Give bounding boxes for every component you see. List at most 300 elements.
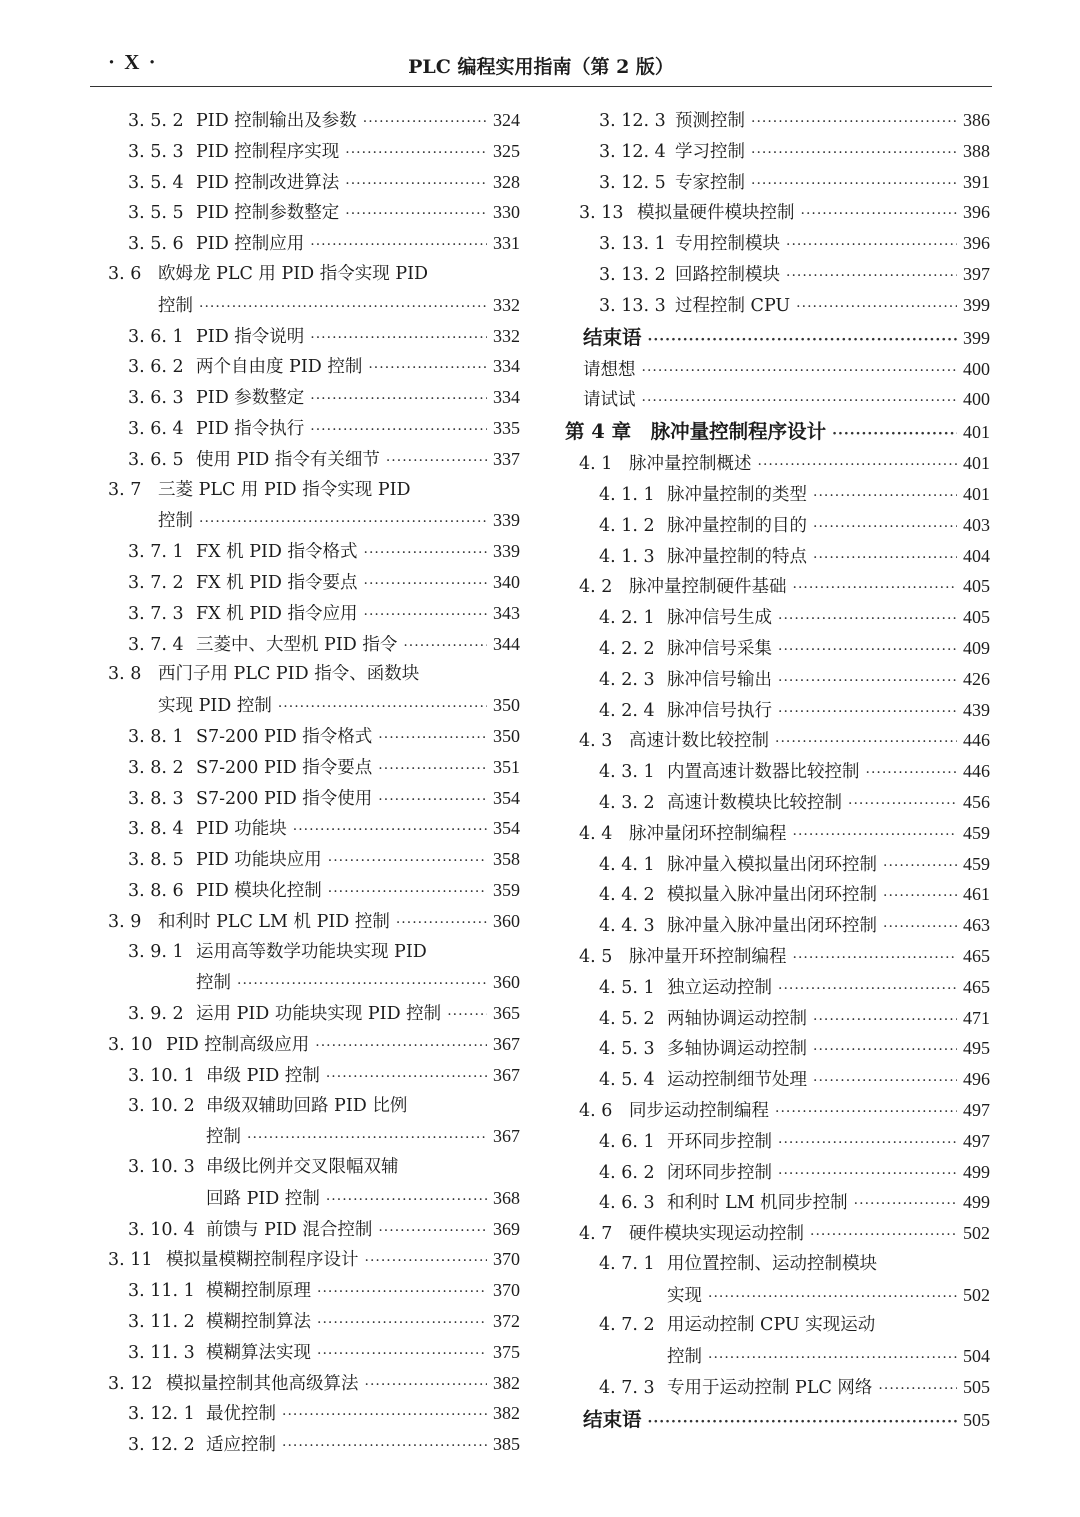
toc-entry[interactable] <box>565 787 990 818</box>
dot-leader <box>310 230 487 261</box>
page-ref: 461 <box>963 884 990 905</box>
section-number: 3. 11. 2 <box>128 1312 195 1333</box>
dot-leader <box>282 1400 487 1431</box>
section-number: 3. 12. 2 <box>128 1435 195 1456</box>
entry-title: 脉冲量入脉冲量出闭环控制 <box>667 916 877 937</box>
page-ref: 367 <box>493 1064 520 1085</box>
section-number: 3. 7. 2 <box>128 572 184 593</box>
toc-section[interactable] <box>565 941 990 972</box>
toc-entry[interactable] <box>100 783 520 814</box>
dot-leader <box>365 1370 488 1401</box>
toc-closing-remarks[interactable] <box>565 321 990 354</box>
toc-entry[interactable] <box>100 998 520 1029</box>
toc-section-cont[interactable] <box>100 505 520 536</box>
section-number: 3. 6. 2 <box>128 357 184 378</box>
dot-leader <box>878 1374 957 1405</box>
page-ref: 335 <box>493 417 520 438</box>
toc-entry[interactable] <box>565 633 990 664</box>
toc-entry-cont[interactable] <box>565 1280 990 1311</box>
entry-title: 请想想 <box>583 359 636 380</box>
dot-leader <box>751 107 957 138</box>
entry-title: 回路 PID 控制 <box>206 1188 320 1209</box>
section-number: 3. 12. 4 <box>599 141 666 162</box>
dot-leader <box>364 538 487 569</box>
toc-entry[interactable] <box>100 598 520 629</box>
dot-leader <box>778 1128 957 1159</box>
dot-leader <box>813 481 957 512</box>
toc-entry[interactable] <box>565 105 990 136</box>
toc-entry[interactable] <box>100 1275 520 1306</box>
entry-title: 用运动控制 CPU 实现运动 <box>667 1315 876 1336</box>
toc-entry[interactable] <box>100 136 520 167</box>
page-ref: 370 <box>493 1280 520 1301</box>
toc-entry[interactable] <box>100 1060 520 1091</box>
entry-title: S7-200 PID 指令格式 <box>196 726 373 747</box>
toc-entry[interactable] <box>565 510 990 541</box>
entry-title: 请试试 <box>583 390 636 411</box>
page-ref: 471 <box>963 1007 990 1028</box>
entry-title: 模拟量模糊控制程序设计 <box>166 1250 359 1271</box>
page-ref: 463 <box>963 915 990 936</box>
section-number: 4. 6. 3 <box>599 1193 655 1214</box>
dot-leader <box>345 138 487 169</box>
dot-leader <box>758 450 958 481</box>
toc-section[interactable] <box>100 1368 520 1399</box>
toc-entry[interactable] <box>565 1003 990 1034</box>
page-ref: 382 <box>493 1403 520 1424</box>
section-number: 4. 6 <box>579 1100 613 1121</box>
section-number: 4. 7. 2 <box>599 1315 655 1336</box>
section-number: 4. 2. 4 <box>599 700 655 721</box>
entry-title: 前馈与 PID 混合控制 <box>206 1219 373 1240</box>
toc-closing-remarks[interactable] <box>565 1403 990 1436</box>
dot-leader <box>317 1339 487 1370</box>
page-ref: 404 <box>963 545 990 566</box>
toc-entry[interactable] <box>100 413 520 444</box>
entry-title: 脉冲信号生成 <box>667 608 772 629</box>
section-number: 3. 13. 2 <box>599 264 666 285</box>
entry-title: PID 指令说明 <box>196 326 305 347</box>
dot-leader <box>396 908 487 939</box>
dot-leader <box>199 507 487 538</box>
entry-title: 过程控制 CPU <box>675 295 791 316</box>
entry-title: 结束语 <box>583 1407 642 1431</box>
toc-entry[interactable] <box>100 105 520 136</box>
entry-title: S7-200 PID 指令使用 <box>196 788 373 809</box>
entry-title: 两个自由度 PID 控制 <box>196 357 363 378</box>
section-number: 3. 11. 3 <box>128 1342 195 1363</box>
toc-section[interactable] <box>565 197 990 228</box>
toc-chapter[interactable] <box>565 415 990 448</box>
page-ref: 382 <box>493 1372 520 1393</box>
section-number: 4. 1. 3 <box>599 546 655 567</box>
dot-leader <box>854 1189 957 1220</box>
toc-entry[interactable] <box>100 321 520 352</box>
entry-title: PID 参数整定 <box>196 388 305 409</box>
page-ref: 446 <box>963 761 990 782</box>
entry-title: PID 指令执行 <box>196 418 305 439</box>
section-number: 3. 12. 5 <box>599 172 666 193</box>
entry-title: 三菱 PLC 用 PID 指令实现 PID <box>158 479 411 500</box>
dot-leader <box>813 1066 957 1097</box>
section-number: 4. 5. 3 <box>599 1039 655 1060</box>
toc-section[interactable] <box>565 448 990 479</box>
section-number: 4. 5. 2 <box>599 1008 655 1029</box>
entry-title: 欧姆龙 PLC 用 PID 指令实现 PID <box>158 263 429 284</box>
dot-leader <box>310 384 487 415</box>
section-number: 3. 10. 3 <box>128 1157 195 1178</box>
section-number: 3. 12. 1 <box>128 1404 195 1425</box>
dot-leader <box>326 1062 487 1093</box>
entry-title: 模拟量入脉冲量出闭环控制 <box>667 885 877 906</box>
dot-leader <box>642 386 958 417</box>
section-number: 3. 8. 4 <box>128 819 184 840</box>
toc-left-column <box>100 105 520 1460</box>
dot-leader <box>813 543 957 574</box>
toc-entry[interactable] <box>565 136 990 167</box>
toc-entry[interactable] <box>565 1157 990 1188</box>
dot-leader <box>778 604 957 635</box>
dot-leader <box>778 1159 957 1190</box>
toc-entry[interactable] <box>100 351 520 382</box>
page-ref: 339 <box>493 510 520 531</box>
dot-leader <box>378 1216 487 1247</box>
section-number: 3. 6. 5 <box>128 449 184 470</box>
toc-section-cont[interactable] <box>100 290 520 321</box>
toc-entry[interactable] <box>565 602 990 633</box>
section-number: 3. 7. 3 <box>128 603 184 624</box>
dot-leader <box>810 1220 957 1251</box>
toc-entry[interactable] <box>565 1249 990 1280</box>
toc-entry[interactable] <box>100 382 520 413</box>
page-ref: 369 <box>493 1218 520 1239</box>
toc-entry[interactable] <box>565 910 990 941</box>
section-number: 4. 7. 3 <box>599 1378 655 1399</box>
dot-leader <box>793 943 958 974</box>
entry-title: 脉冲信号输出 <box>667 669 772 690</box>
entry-title: PID 功能块应用 <box>196 850 322 871</box>
page-ref: 456 <box>963 791 990 812</box>
entry-title: 运用高等数学功能块实现 PID <box>196 941 427 962</box>
dot-leader <box>247 1123 487 1154</box>
toc-entry[interactable] <box>565 167 990 198</box>
page-ref: 401 <box>963 483 990 504</box>
page-ref: 465 <box>963 945 990 966</box>
section-number: 4. 4 <box>579 823 613 844</box>
entry-title: 脉冲量控制概述 <box>629 454 752 475</box>
section-number: 4. 4. 2 <box>599 885 655 906</box>
page-ref: 499 <box>963 1192 990 1213</box>
dot-leader <box>317 1277 487 1308</box>
section-number: 3. 7. 1 <box>128 542 184 563</box>
dot-leader <box>786 230 957 261</box>
toc-entry[interactable] <box>565 354 990 385</box>
page-ref: 495 <box>963 1038 990 1059</box>
section-number: 3. 13. 3 <box>599 295 666 316</box>
toc-section[interactable] <box>565 818 990 849</box>
toc-section[interactable] <box>100 1029 520 1060</box>
page-ref: 372 <box>493 1311 520 1332</box>
page-ref: 397 <box>963 263 990 284</box>
toc-entry-cont[interactable] <box>100 1121 520 1152</box>
page-ref: 332 <box>493 294 520 315</box>
entry-title: 结束语 <box>583 325 642 349</box>
section-number: 3. 10. 4 <box>128 1219 195 1240</box>
page-ref: 497 <box>963 1099 990 1120</box>
toc-entry[interactable] <box>100 1398 520 1429</box>
dot-leader <box>751 138 957 169</box>
toc-entry[interactable] <box>565 384 990 415</box>
dot-leader <box>282 1431 487 1462</box>
entry-title: 专用控制模块 <box>675 234 780 255</box>
toc-section[interactable] <box>100 659 520 690</box>
entry-title: 脉冲量控制硬件基础 <box>629 577 787 598</box>
section-number: 4. 7. 1 <box>599 1253 655 1274</box>
toc-section[interactable] <box>565 725 990 756</box>
section-number: 3. 5. 3 <box>128 141 184 162</box>
section-number: 4. 1. 2 <box>599 515 655 536</box>
dot-leader <box>813 512 957 543</box>
section-number: 4. 6. 2 <box>599 1162 655 1183</box>
toc-entry[interactable] <box>100 167 520 198</box>
toc-entry[interactable] <box>100 1429 520 1460</box>
page-ref: 359 <box>493 879 520 900</box>
dot-leader <box>378 754 487 785</box>
section-number: 4. 3. 2 <box>599 792 655 813</box>
section-number: 3. 9 <box>108 911 142 932</box>
section-number: 3. 6. 3 <box>128 388 184 409</box>
toc-entry[interactable] <box>100 937 520 968</box>
section-number: 3. 9. 1 <box>128 941 184 962</box>
page-ref: 360 <box>493 910 520 931</box>
entry-title: 实现 PID 控制 <box>158 696 272 717</box>
dot-leader <box>386 446 487 477</box>
entry-title: 闭环同步控制 <box>667 1162 772 1183</box>
section-number: 3. 13 <box>579 203 624 224</box>
toc-entry[interactable] <box>565 479 990 510</box>
dot-leader <box>708 1343 957 1374</box>
toc-entry[interactable] <box>100 1152 520 1183</box>
page-ref: 396 <box>963 202 990 223</box>
entry-title: 和利时 PLC LM 机 PID 控制 <box>158 911 390 932</box>
page-ref: 354 <box>493 818 520 839</box>
toc-entry[interactable] <box>565 228 990 259</box>
toc-entry[interactable] <box>565 756 990 787</box>
page-ref: 400 <box>963 389 990 410</box>
dot-leader <box>775 1097 957 1128</box>
page-ref: 504 <box>963 1346 990 1367</box>
page-header <box>90 50 992 87</box>
toc-entry[interactable] <box>100 444 520 475</box>
toc-entry[interactable] <box>100 629 520 660</box>
page-ref: 409 <box>963 637 990 658</box>
entry-title: PID 功能块 <box>196 819 287 840</box>
toc-entry[interactable] <box>565 1126 990 1157</box>
toc-section[interactable] <box>565 571 990 602</box>
entry-title: 用位置控制、运动控制模块 <box>667 1253 877 1274</box>
page-ref: 367 <box>493 1033 520 1054</box>
toc-section[interactable] <box>100 906 520 937</box>
page-ref: 459 <box>963 853 990 874</box>
dot-leader <box>883 851 957 882</box>
section-number: 3. 5. 6 <box>128 234 184 255</box>
section-number: 3. 8. 3 <box>128 788 184 809</box>
toc-entry[interactable] <box>100 1337 520 1368</box>
toc-section[interactable] <box>565 1095 990 1126</box>
toc-entry[interactable] <box>100 1091 520 1122</box>
toc-entry[interactable] <box>565 259 990 290</box>
page-ref: 325 <box>493 140 520 161</box>
entry-title: PID 模块化控制 <box>196 880 322 901</box>
entry-title: 模拟量控制其他高级算法 <box>166 1373 359 1394</box>
toc-entry[interactable] <box>100 813 520 844</box>
toc-section-cont[interactable] <box>100 690 520 721</box>
entry-title: S7-200 PID 指令要点 <box>196 757 373 778</box>
toc-right-column <box>565 105 990 1436</box>
entry-title: 学习控制 <box>675 141 745 162</box>
page-ref: 405 <box>963 576 990 597</box>
toc-entry[interactable] <box>100 567 520 598</box>
toc-entry[interactable] <box>565 1033 990 1064</box>
entry-title: 脉冲量控制的目的 <box>667 515 807 536</box>
toc-entry-cont[interactable] <box>565 1341 990 1372</box>
page-ref: 439 <box>963 699 990 720</box>
page-ref: 502 <box>963 1284 990 1305</box>
section-number: 3. 13. 1 <box>599 234 666 255</box>
toc-entry[interactable] <box>100 536 520 567</box>
entry-title: 回路控制模块 <box>675 264 780 285</box>
dot-leader <box>778 697 957 728</box>
dot-leader <box>365 1246 488 1277</box>
page-ref: 330 <box>493 202 520 223</box>
toc-entry[interactable] <box>565 972 990 1003</box>
page-ref: 332 <box>493 325 520 346</box>
page-ref: 400 <box>963 358 990 379</box>
entry-title: PID 控制高级应用 <box>166 1034 310 1055</box>
entry-title: 串级 PID 控制 <box>206 1065 320 1086</box>
dot-leader <box>310 415 487 446</box>
entry-title: 控制 <box>667 1347 702 1368</box>
page-ref: 459 <box>963 822 990 843</box>
dot-leader <box>813 1005 957 1036</box>
toc-entry[interactable] <box>565 695 990 726</box>
entry-title: 模糊控制算法 <box>206 1312 311 1333</box>
toc-entry-cont[interactable] <box>100 967 520 998</box>
page-ref: 334 <box>493 356 520 377</box>
toc-entry[interactable] <box>565 849 990 880</box>
section-number: 3. 5. 5 <box>128 203 184 224</box>
entry-title: FX 机 PID 指令要点 <box>196 572 358 593</box>
section-number: 3. 10. 2 <box>128 1095 195 1116</box>
section-number: 4. 4. 3 <box>599 916 655 937</box>
toc-entry[interactable] <box>565 664 990 695</box>
page-ref: 403 <box>963 514 990 535</box>
entry-title: 控制 <box>196 973 231 994</box>
entry-title: 高速计数比较控制 <box>629 731 769 752</box>
toc-entry[interactable] <box>100 1306 520 1337</box>
toc-section[interactable] <box>100 1244 520 1275</box>
entry-title: PID 控制输出及参数 <box>196 111 357 131</box>
section-number: 4. 4. 1 <box>599 854 655 875</box>
entry-title: 三菱中、大型机 PID 指令 <box>196 634 398 655</box>
page-ref: 365 <box>493 1003 520 1024</box>
section-number: 3. 5. 2 <box>128 111 184 131</box>
dot-leader <box>447 1000 487 1031</box>
entry-title: 内置高速计数器比较控制 <box>667 762 860 783</box>
entry-title: 专家控制 <box>675 172 745 193</box>
toc-section[interactable] <box>100 475 520 506</box>
entry-title: 预测控制 <box>675 111 745 131</box>
toc-entry[interactable] <box>565 541 990 572</box>
page-ref: 350 <box>493 725 520 746</box>
section-number: 4. 5. 1 <box>599 977 655 998</box>
dot-leader <box>801 199 958 230</box>
dot-leader <box>328 877 487 908</box>
toc-entry[interactable] <box>565 290 990 321</box>
toc-entry-cont[interactable] <box>100 1183 520 1214</box>
toc-section[interactable] <box>565 1218 990 1249</box>
section-number: 4. 6. 1 <box>599 1131 655 1152</box>
dot-leader <box>648 324 957 357</box>
page-ref: 343 <box>493 602 520 623</box>
entry-title: 模拟量硬件模块控制 <box>637 203 795 224</box>
toc-entry[interactable] <box>100 228 520 259</box>
entry-title: 高速计数模块比较控制 <box>667 792 842 813</box>
toc-entry[interactable] <box>100 844 520 875</box>
section-number: 3. 10 <box>108 1034 153 1055</box>
page-ref: 385 <box>493 1434 520 1455</box>
section-number: 4. 7 <box>579 1224 613 1245</box>
entry-title: 独立运动控制 <box>667 977 772 998</box>
dot-leader <box>778 974 957 1005</box>
toc-section[interactable] <box>100 259 520 290</box>
page-ref: 354 <box>493 787 520 808</box>
page-ref: 368 <box>493 1187 520 1208</box>
toc-entry[interactable] <box>100 1214 520 1245</box>
dot-leader <box>199 292 487 323</box>
page-ref: 375 <box>493 1341 520 1362</box>
page-ref: 401 <box>963 422 990 443</box>
section-number: 4. 2 <box>579 577 613 598</box>
dot-leader <box>345 199 487 230</box>
page-ref: 399 <box>963 294 990 315</box>
entry-title: 和利时 LM 机同步控制 <box>667 1193 848 1214</box>
toc-entry[interactable] <box>565 1064 990 1095</box>
dot-leader <box>883 912 957 943</box>
section-number: 3. 8. 5 <box>128 850 184 871</box>
page-ref: 358 <box>493 849 520 870</box>
section-number: 3. 7. 4 <box>128 634 184 655</box>
toc-entry[interactable] <box>100 875 520 906</box>
toc-entry[interactable] <box>100 197 520 228</box>
entry-title: 专用于运动控制 PLC 网络 <box>667 1378 873 1399</box>
toc-entry[interactable] <box>565 1187 990 1218</box>
toc-entry[interactable] <box>565 879 990 910</box>
toc-entry[interactable] <box>100 721 520 752</box>
entry-title: 实现 <box>667 1285 702 1306</box>
dot-leader <box>326 1185 487 1216</box>
toc-entry[interactable] <box>565 1372 990 1403</box>
dot-leader <box>403 631 487 662</box>
toc-entry[interactable] <box>565 1310 990 1341</box>
entry-title: 第 4 章 脉冲量控制程序设计 <box>565 420 827 444</box>
toc-entry[interactable] <box>100 752 520 783</box>
entry-title: 控制 <box>158 295 193 316</box>
page-ref: 350 <box>493 695 520 716</box>
page-ref: 328 <box>493 171 520 192</box>
section-number: 3. 6 <box>108 263 142 284</box>
page-ref: 337 <box>493 448 520 469</box>
